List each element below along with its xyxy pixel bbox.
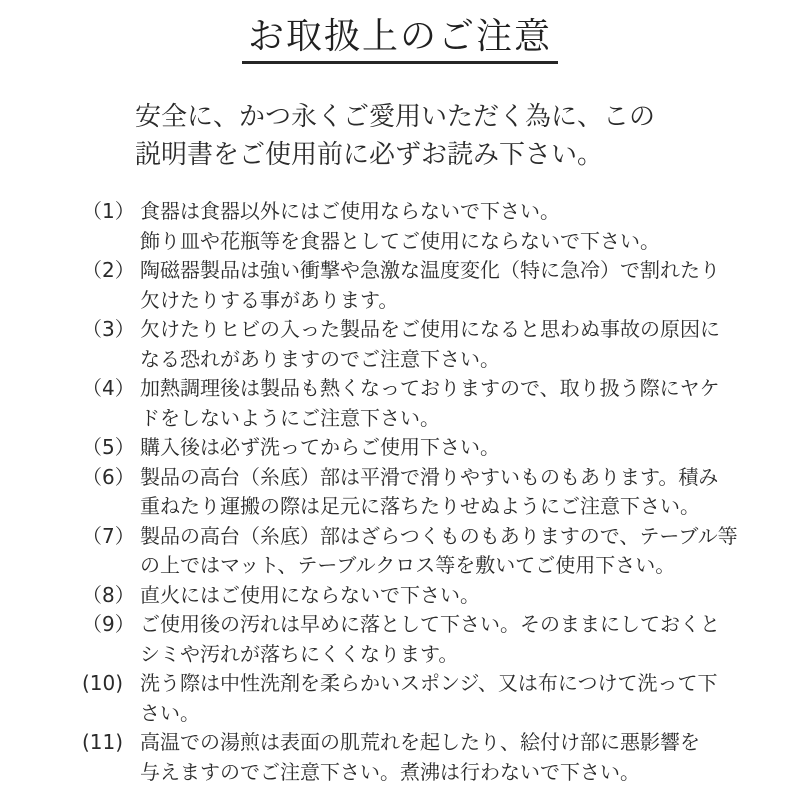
item-text-line: 陶磁器製品は強い衝撃や急激な温度変化（特に急冷）で割れたり [140, 258, 720, 282]
item-number: （2） [82, 258, 135, 282]
item-text-line: 洗う際は中性洗剤を柔らかいスポンジ、又は布につけて洗って下 [140, 671, 718, 695]
list-item [82, 374, 800, 433]
item-number: （9） [82, 612, 135, 636]
item-text [140, 522, 800, 581]
item-text-line: 食器は食器以外にはご使用ならないで下さい。 [140, 199, 560, 223]
item-text-line: 加熱調理後は製品も熱くなっておりますので、取り扱う際にヤケ [140, 376, 720, 400]
item-text-line: 飾り皿や花瓶等を食器としてご使用にならないで下さい。 [140, 228, 660, 253]
item-text-line: さい。 [140, 700, 200, 725]
item-number: （5） [82, 435, 135, 459]
intro-text [135, 98, 800, 174]
item-number: (11) [82, 730, 124, 754]
item-text [140, 728, 800, 787]
item-text [140, 256, 800, 315]
item-text [140, 433, 800, 463]
list-item [82, 197, 800, 256]
item-text [140, 610, 800, 669]
item-text-line: 製品の高台（糸底）部はざらつくものもありますので、テーブル等 [140, 523, 738, 548]
item-text-line: 欠けたりヒビの入った製品をご使用になると思わぬ事故の原因に [140, 317, 720, 341]
item-text [140, 463, 800, 522]
page-title: お取扱上のご注意 [242, 16, 558, 64]
list-item [82, 522, 800, 581]
intro-line-1: 安全に、かつ永くご愛用いただく為に、この [135, 102, 656, 132]
item-text [140, 669, 800, 728]
item-text-line: 欠けたりする事があります。 [140, 287, 399, 312]
item-text-line: 重ねたり運搬の際は足元に落ちたりせぬようにご注意下さい。 [140, 494, 700, 518]
item-number: （6） [82, 464, 135, 489]
list-item [82, 728, 800, 787]
list-item [82, 610, 800, 669]
item-text-line: なる恐れがありますのでご注意下さい。 [140, 346, 500, 371]
item-text-line: シミや汚れが落ちにくくなります。 [140, 641, 459, 666]
item-text-line: 購入後は必ず洗ってからご使用下さい。 [140, 435, 500, 459]
item-number: （3） [82, 317, 135, 341]
item-text-line: ドをしないようにご注意下さい。 [140, 405, 440, 430]
title-section [0, 0, 800, 64]
list-item [82, 315, 800, 374]
item-number: (10) [82, 671, 124, 695]
intro-line-2: 説明書をご使用前に必ずお読み下さい。 [135, 140, 604, 170]
list-item [82, 581, 800, 611]
item-text-line: 高温での湯煎は表面の肌荒れを起したり、絵付け部に悪影響を [140, 730, 700, 754]
item-number: （7） [82, 523, 135, 548]
list-item [82, 433, 800, 463]
list-item [82, 463, 800, 522]
item-text-line: 与えますのでご注意下さい。煮沸は行わないで下さい。 [140, 759, 640, 784]
item-text-line: の上ではマット、テーブルクロス等を敷いてご使用下さい。 [140, 553, 676, 577]
item-text-line: 製品の高台（糸底）部は平滑で滑りやすいものもあります。積み [140, 464, 719, 489]
item-text [140, 315, 800, 374]
item-text [140, 197, 800, 256]
item-text [140, 374, 800, 433]
item-number: （1） [82, 199, 135, 223]
item-text [140, 581, 800, 611]
item-text-line: 直火にはご使用にならないで下さい。 [140, 582, 480, 607]
item-number: （4） [82, 376, 135, 400]
list-item [82, 669, 800, 728]
item-text-line: ご使用後の汚れは早めに落として下さい。そのままにしておくと [140, 612, 720, 636]
item-number: （8） [82, 582, 135, 607]
list-item [82, 256, 800, 315]
precautions-list [0, 197, 800, 787]
